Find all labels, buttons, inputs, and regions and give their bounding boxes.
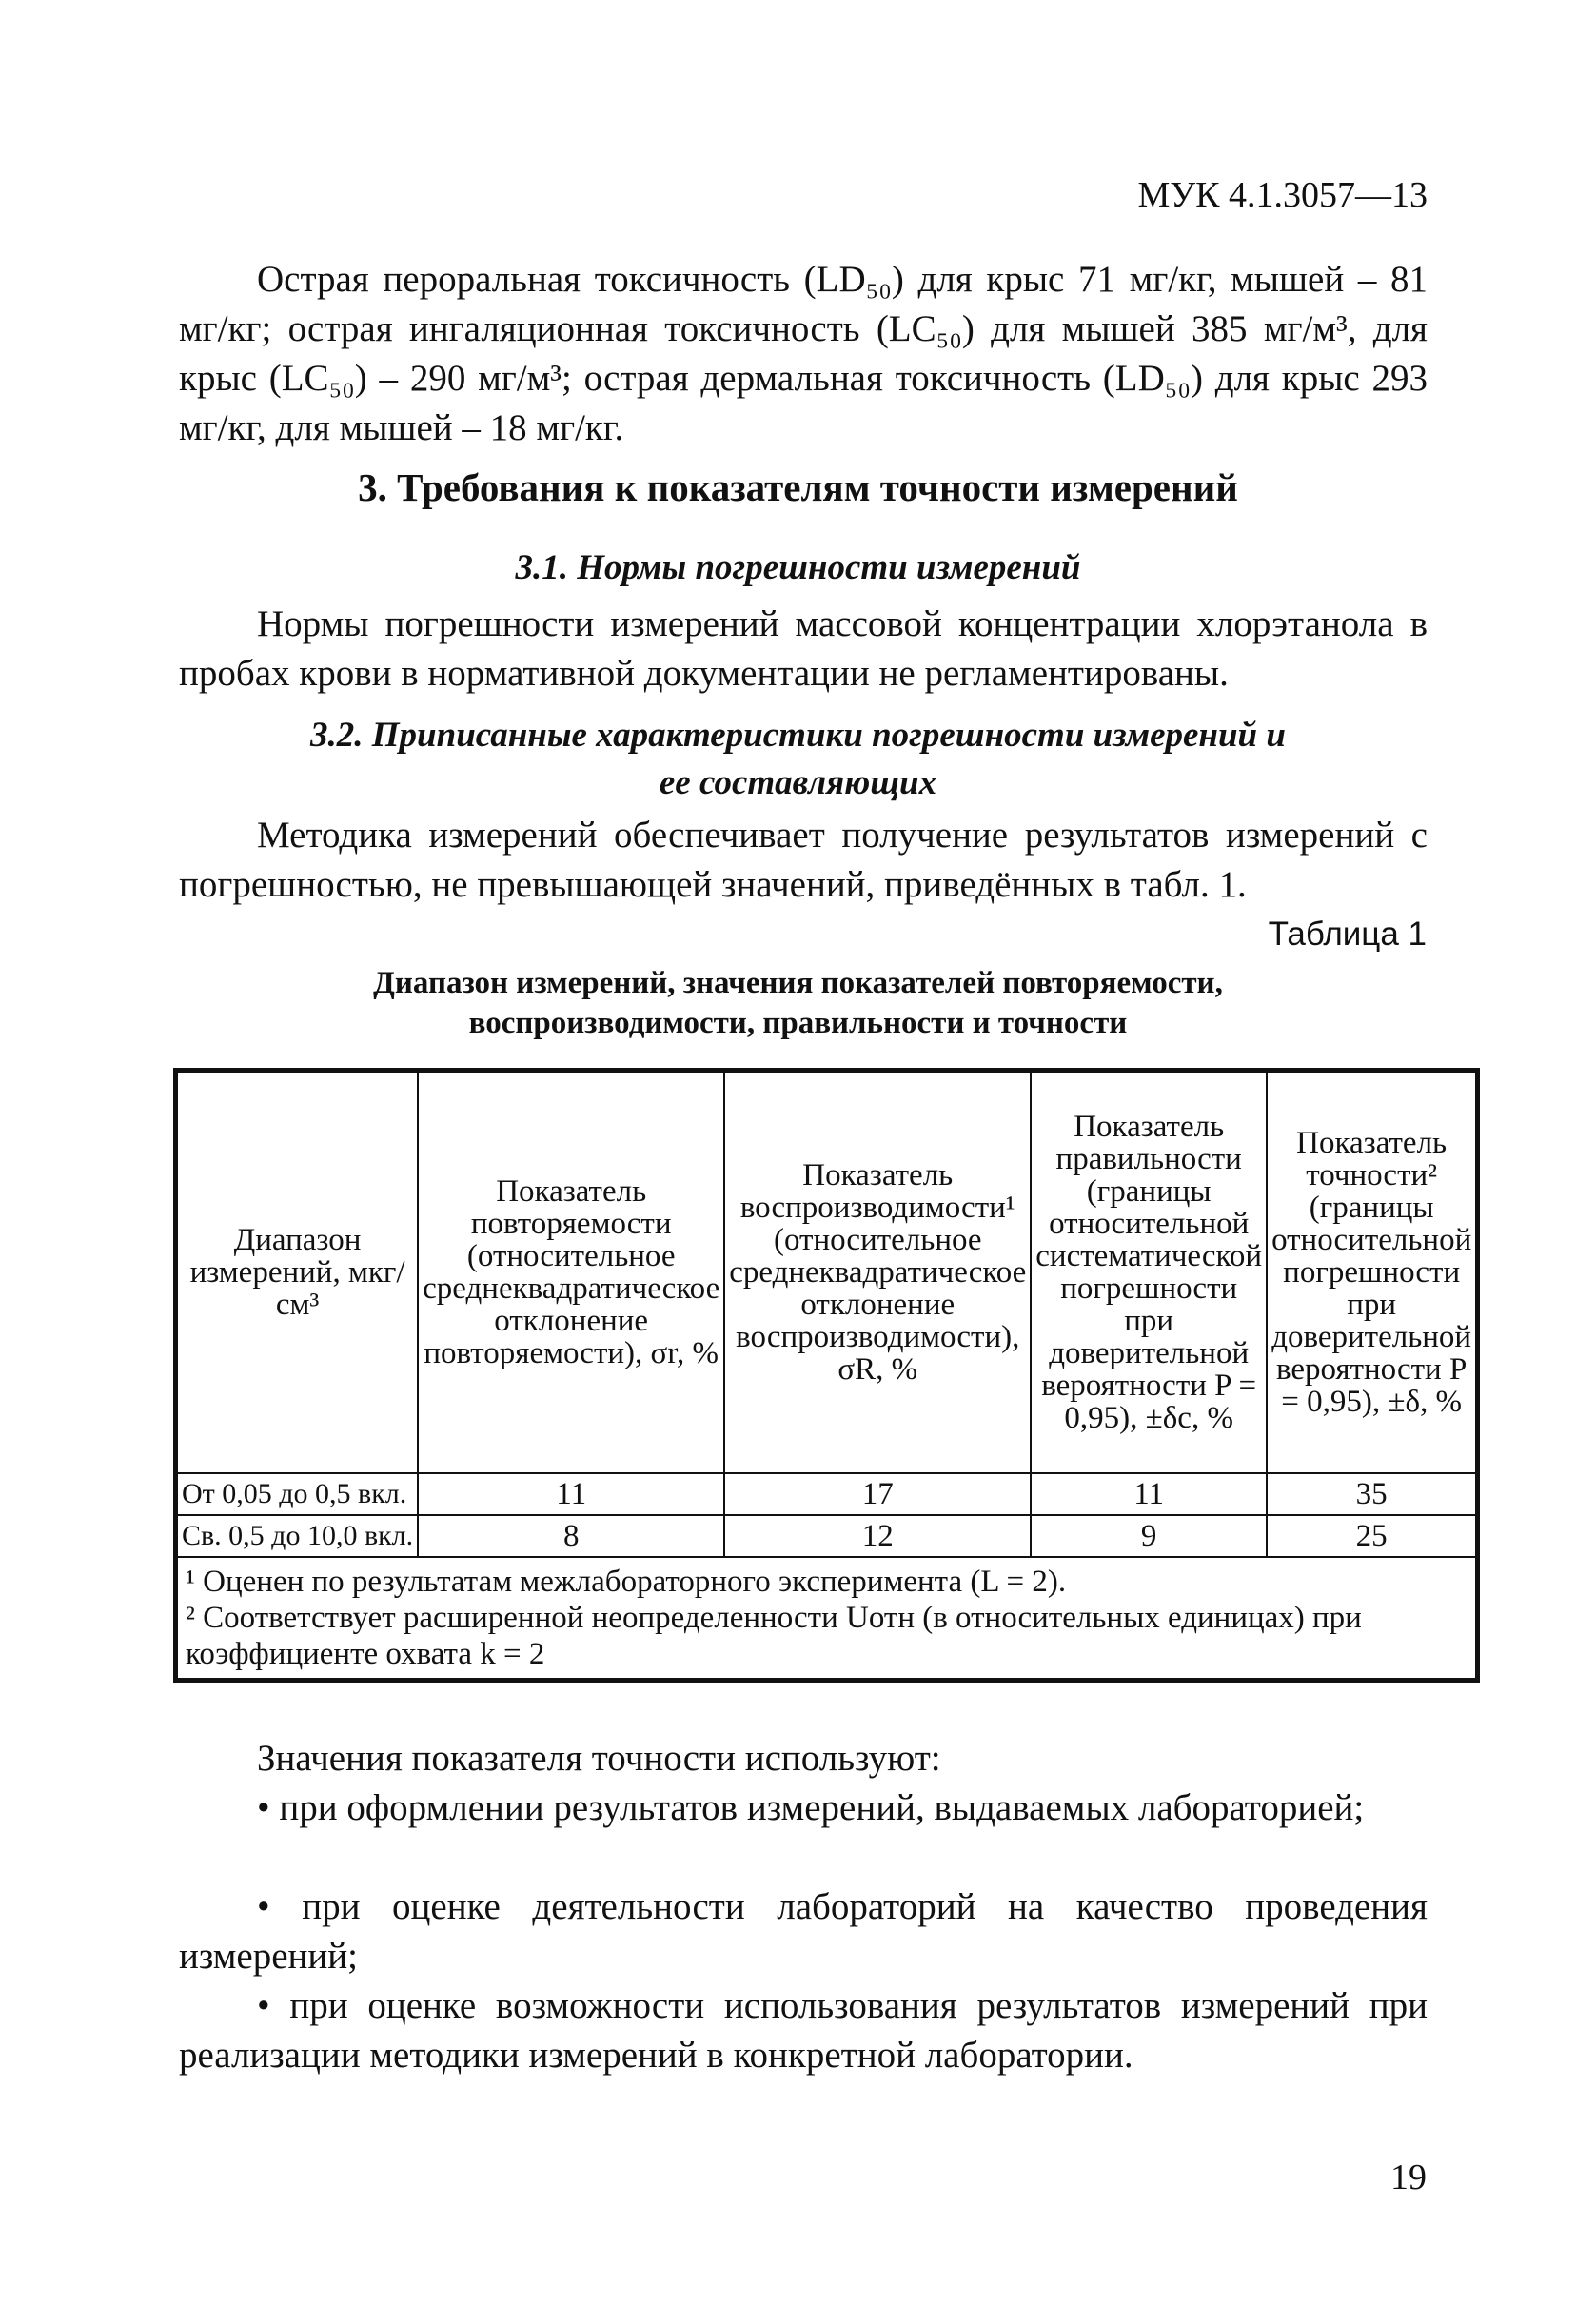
section-3-title: 3. Требования к показателям точности измерений [358,465,1238,509]
section-3-2-title-line2: ее составляющих [659,763,937,802]
cell-range: Св. 0,5 до 10,0 вкл. [176,1515,419,1557]
footnote-1: ¹ Оценен по результатам межлабораторного эксперимента (L = 2). [186,1565,1067,1599]
section-3-1-text: Нормы погрешности измерений массовой концентрации хлорэтанола в пробах крови в нормативной документации не регламентированы. [179,603,1428,694]
table-header-row [176,1071,1478,1474]
section-3-2-title-line1: 3.2. Приписанные характеристики погрешности измерений и [310,716,1286,755]
table-footnotes [176,1557,1478,1681]
document-code: МУК 4.1.3057—13 [1137,175,1428,215]
cell-reproducibility: 12 [724,1515,1031,1557]
cell-trueness: 11 [1031,1473,1267,1515]
table-caption-line1: Диапазон измерений, значения показателей повторяемости, [373,966,1223,1000]
cell-accuracy: 35 [1267,1473,1478,1515]
table-row [176,1473,1478,1515]
table-caption-line2: воспроизводимости, правильности и точности [468,1006,1128,1040]
header-accuracy: Показатель точности² (границы относительной погрешности при доверительной вероятности P = 0,95), ±δ, % [1267,1071,1478,1474]
footnote-2: ² Соответствует расширенной неопределенности Uотн (в относительных единицах) при коэффициенте охвата k = 2 [186,1601,1362,1671]
cell-trueness: 9 [1031,1515,1267,1557]
header-reproducibility: Показатель воспроизводимости¹ (относительное среднеквадратическое отклонение воспроизводимости), σR, % [724,1071,1031,1474]
toxicity-paragraph: Острая пероральная токсичность (LD₅₀) для крыс 71 мг/кг, мышей – 81 мг/кг; острая ингаляционная токсичность (LC₅₀) для мышей 385 мг/м³, для крыс (LC₅₀) – 290 мг/м³; острая дермальная токсичность (LD₅₀) для крыс 293 мг/кг, для мышей – 18 мг/кг. [179,259,1428,448]
header-trueness: Показатель правильности (границы относительной систематической погрешности при доверительной вероятности P = 0,95), ±δc, % [1031,1071,1267,1474]
table-row [176,1515,1478,1557]
table-label: Таблица 1 [1268,916,1427,953]
page-number: 19 [1390,2157,1427,2197]
header-repeatability: Показатель повторяемости (относительное среднеквадратическое отклонение повторяемости), σr, % [418,1071,724,1474]
section-3-1-title: 3.1. Нормы погрешности измерений [515,548,1081,587]
section-3-2-text: Методика измерений обеспечивает получение результатов измерений с погрешностью, не превышающей значений, приведённых в табл. 1. [179,815,1428,905]
usage-item: • при оценке возможности использования результатов измерений при реализации методики измерений в конкретной лаборатории. [179,1981,1428,2080]
table-footnotes-row [176,1557,1478,1681]
usage-item: • при оформлении результатов измерений, выдаваемых лабораторией; [179,1783,1428,1833]
cell-repeatability: 8 [418,1515,724,1557]
header-range: Диапазон измерений, мкг/см³ [176,1071,419,1474]
cell-range: От 0,05 до 0,5 вкл. [176,1473,419,1515]
cell-accuracy: 25 [1267,1515,1478,1557]
cell-repeatability: 11 [418,1473,724,1515]
accuracy-table [173,1068,1480,1683]
usage-intro: Значения показателя точности используют: [257,1738,941,1779]
usage-item: • при оценке деятельности лабораторий на качество проведения измерений; [179,1882,1428,1981]
cell-reproducibility: 17 [724,1473,1031,1515]
table-caption [0,963,1596,1043]
